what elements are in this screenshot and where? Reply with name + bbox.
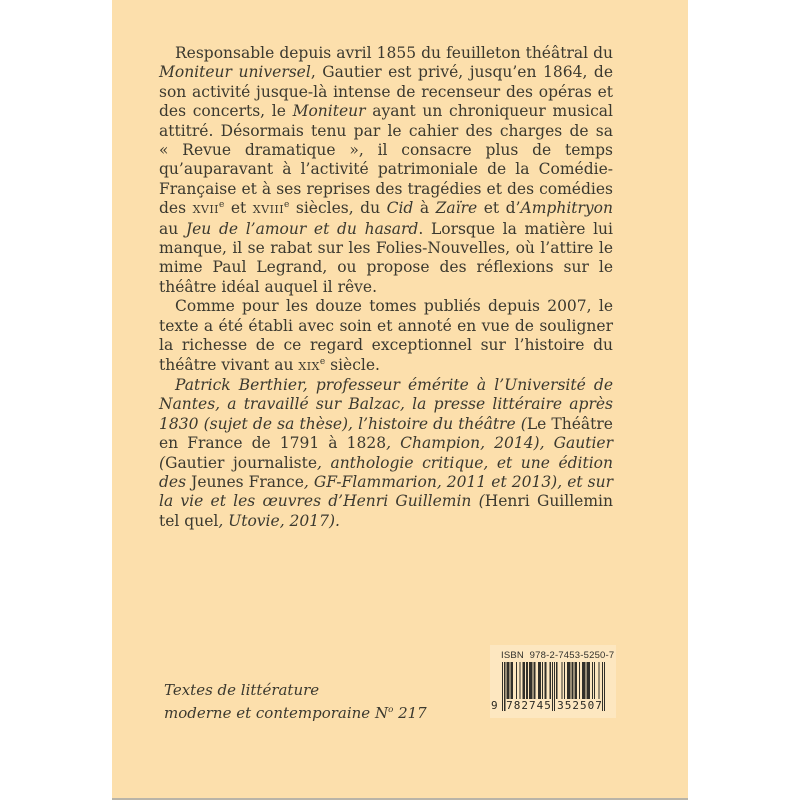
collection-line-2: moderne et contemporaine $N^o$ 217 (164, 703, 427, 722)
isbn-barcode (490, 645, 616, 718)
collection-label (164, 679, 427, 724)
barcode-digits-group-1: 782745 (506, 699, 552, 712)
author-bio-paragraph: Patrick Berthier, professeur émérite à l’Université de Nantes, a travaillé sur Balzac, la presse littéraire après 1830 (sujet de sa thèse), l’histoire du théâtre (Le Théâtre en France de 1791 à 1828, Champion, 2014), Gautier (Gautier journaliste, anthologie critique, et une édition des Jeunes France, GF-Flammarion, 2011 et 2013), et sur la vie et les œuvres d’Henri Guillemin (Henri Guillemin tel quel, Utovie, 2017). (159, 375, 613, 530)
collection-line-1: Textes de littérature (164, 681, 320, 699)
synopsis-block (159, 44, 613, 531)
back-cover (112, 0, 688, 800)
synopsis-paragraph-1: Responsable depuis avril 1855 du feuilleton théâtral du Moniteur universel, Gautier est privé, jusqu’en 1864, de son activité jusque-là intense de recenseur des opéras et des concerts, le Moniteur ayant un chroniqueur musical attitré. Désormais tenu par le cahier des charges de sa « Revue dramatique », il consacre plus de temps qu’auparavant à l’activité patrimoniale de la Comédie-Française et à ses reprises des tragédies et des comédies des XVIIe et XVIIIe siècles, du Cid à Zaïre et d’Amphitryon au Jeu de l’amour et du hasard. Lorsque la matière lui manque, il se rabat sur les Folies-Nouvelles, où l’attire le mime Paul Legrand, ou propose des réflexions sur le théâtre idéal auquel il rêve. (159, 44, 614, 296)
barcode-lead-digit: 9 (491, 699, 499, 712)
synopsis-paragraph-2: Comme pour les douze tomes publiés depuis 2007, le texte a été établi avec soin et annoté en vue de souligner la richesse de ce regard exceptionnel sur l’histoire du théâtre vivant au XIXe siècle. (159, 297, 613, 374)
isbn-number-label: ISBN 978-2-7453-5250-7 (501, 650, 615, 661)
barcode-digits-group-2: 352507 (557, 699, 603, 712)
